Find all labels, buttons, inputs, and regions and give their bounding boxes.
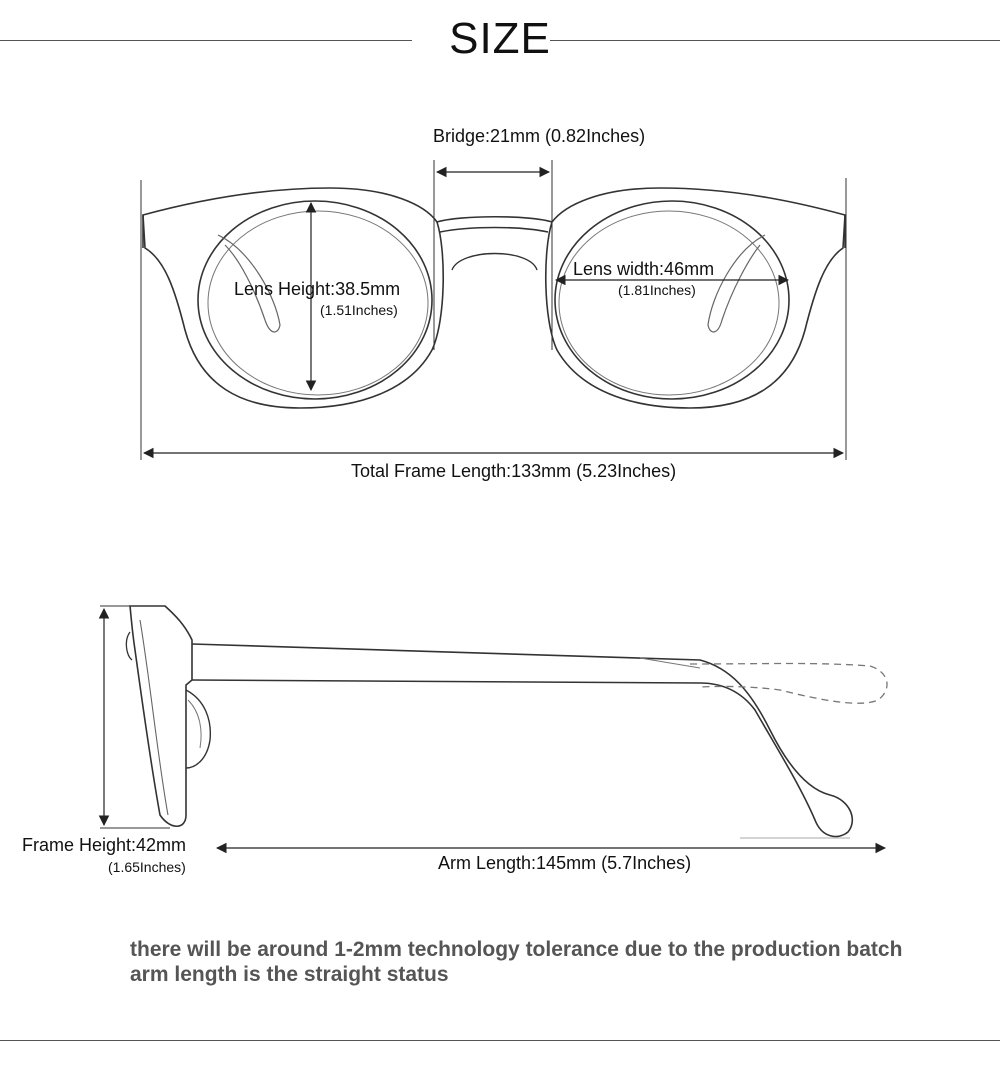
frame-height-inches: (1.65Inches) [108, 859, 186, 875]
arm-length-label: Arm Length:145mm (5.7Inches) [438, 853, 692, 873]
tolerance-note: there will be around 1-2mm technology tolerance due to the production batch [130, 938, 903, 961]
lens-height-label: Lens Height:38.5mm [234, 279, 401, 299]
bridge-label: Bridge:21mm (0.82Inches) [433, 126, 646, 146]
front-dimension-lines [141, 160, 846, 460]
frame-height-label: Frame Height:42mm [22, 835, 187, 855]
side-glasses-frame [126, 606, 887, 838]
side-dimension-lines [100, 606, 885, 848]
page-title: SIZE [449, 14, 551, 63]
total-length-label: Total Frame Length:133mm (5.23Inches) [351, 461, 677, 481]
arm-status-note: arm length is the straight status [130, 963, 449, 986]
bottom-divider [0, 1040, 1000, 1041]
lens-width-label: Lens width:46mm [573, 259, 715, 279]
lens-height-inches: (1.51Inches) [320, 302, 398, 318]
lens-width-inches: (1.81Inches) [618, 282, 696, 298]
